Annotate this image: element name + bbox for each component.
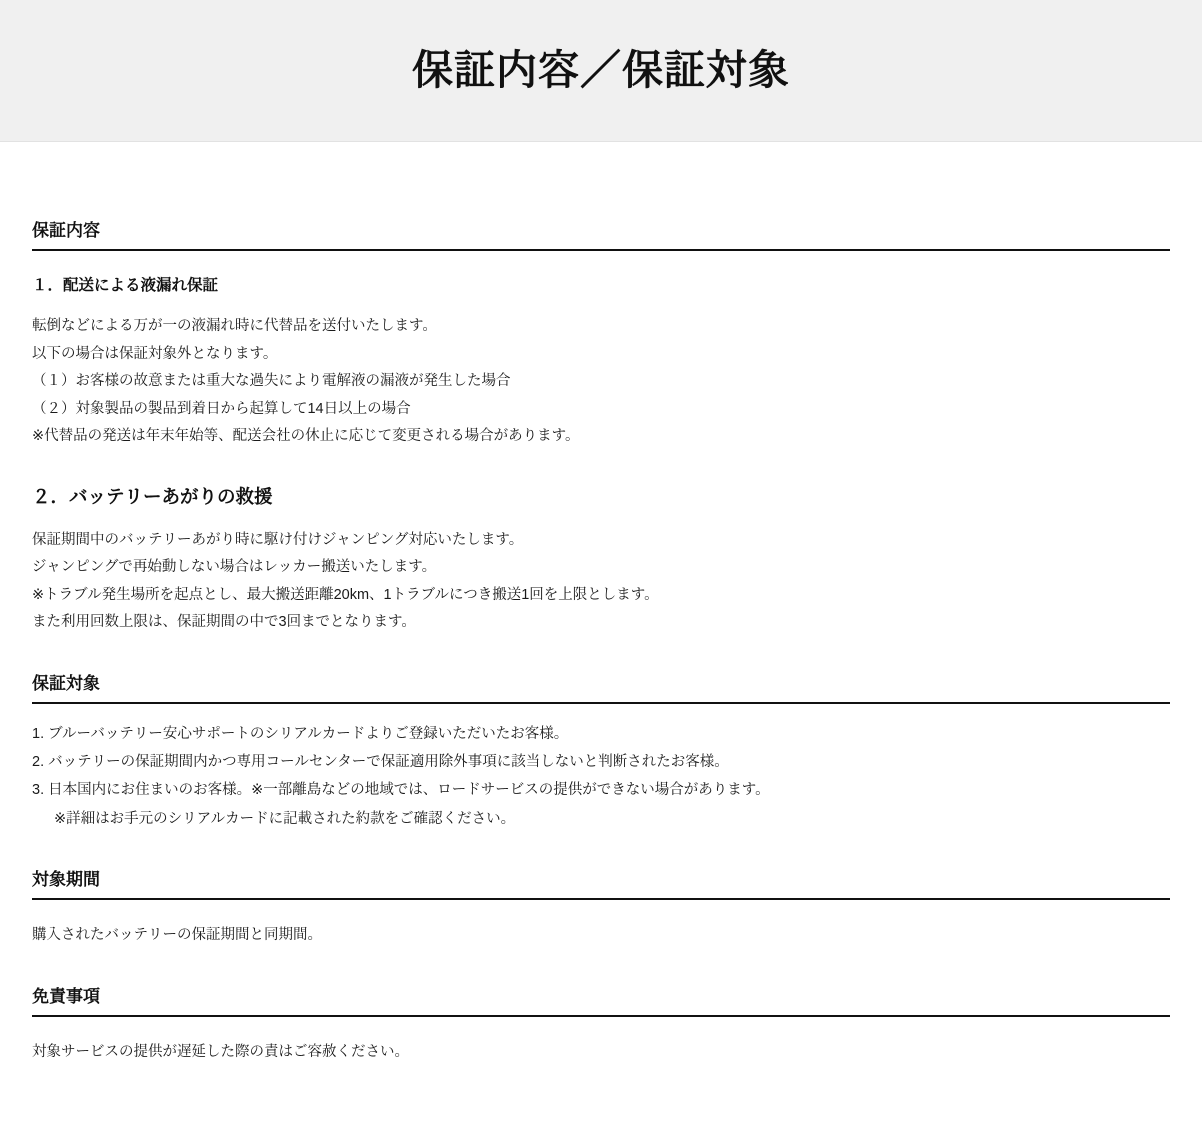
battery-rescue-line-1: 保証期間中のバッテリーあがり時に駆け付けジャンピング対応いたします。 <box>32 531 524 548</box>
battery-rescue-line-2: ジャンピングで再始動しない場合はレッカー搬送いたします。 <box>32 559 437 576</box>
list-item: 2. バッテリーの保証期間内かつ専用コールセンターで保証適用除外事項に該当しないと判断されたお客様。 <box>32 754 729 771</box>
target-period-body <box>32 918 1170 950</box>
battery-rescue-line-3: ※トラブル発生場所を起点とし、最大搬送距離20km、1トラブルにつき搬送1回を上限とします。 <box>32 586 659 603</box>
subsection-heading-battery-rescue: ２．バッテリーあがりの救援 <box>32 485 273 507</box>
section-heading-warranty-target: 保証対象 <box>32 669 1170 704</box>
section-warranty-target <box>32 669 1170 833</box>
section-disclaimer <box>32 982 1170 1067</box>
bottom-spacer <box>32 1066 1170 1096</box>
section-warranty-content <box>32 216 1170 637</box>
section-heading-disclaimer: 免責事項 <box>32 982 1170 1017</box>
warranty-target-note: ※詳細はお手元のシリアルカードに記載された約款をご確認ください。 <box>54 810 516 827</box>
paragraph-block-leak-warranty <box>32 309 1170 451</box>
leak-warranty-line-3: （１）お客様の故意または重大な過失により電解液の漏液が発生した場合 <box>32 373 511 390</box>
page-header-banner <box>0 0 1202 142</box>
paragraph-block-battery-rescue <box>32 523 1170 637</box>
warranty-target-list <box>32 720 1170 833</box>
leak-warranty-line-2: 以下の場合は保証対象外となります。 <box>32 345 278 362</box>
battery-rescue-line-4: また利用回数上限は、保証期間の中で3回までとなります。 <box>32 614 416 631</box>
leak-warranty-line-5: ※代替品の発送は年末年始等、配送会社の休止に応じて変更される場合があります。 <box>32 428 580 445</box>
subsection-heading-leak-warranty: １．配送による液漏れ保証 <box>32 277 219 294</box>
section-target-period <box>32 865 1170 950</box>
list-item: 1. ブルーバッテリー安心サポートのシリアルカードよりご登録いただいたお客様。 <box>32 725 569 742</box>
section-heading-warranty-content: 保証内容 <box>32 216 1170 251</box>
disclaimer-body <box>32 1035 1170 1067</box>
target-period-text: 購入されたバッテリーの保証期間と同期間。 <box>32 926 322 943</box>
section-heading-target-period: 対象期間 <box>32 865 1170 900</box>
disclaimer-text: 対象サービスの提供が遅延した際の責はご容赦ください。 <box>32 1043 409 1060</box>
leak-warranty-line-1: 転倒などによる万が一の液漏れ時に代替品を送付いたします。 <box>32 318 437 334</box>
list-item: 3. 日本国内にお住まいのお客様。※一部離島などの地域では、ロードサービスの提供ができない場合があります。 <box>32 782 770 799</box>
leak-warranty-line-4: （２）対象製品の製品到着日から起算して14日以上の場合 <box>32 400 411 417</box>
document-content <box>0 216 1202 1136</box>
page-title: 保証内容／保証対象 <box>412 46 790 93</box>
